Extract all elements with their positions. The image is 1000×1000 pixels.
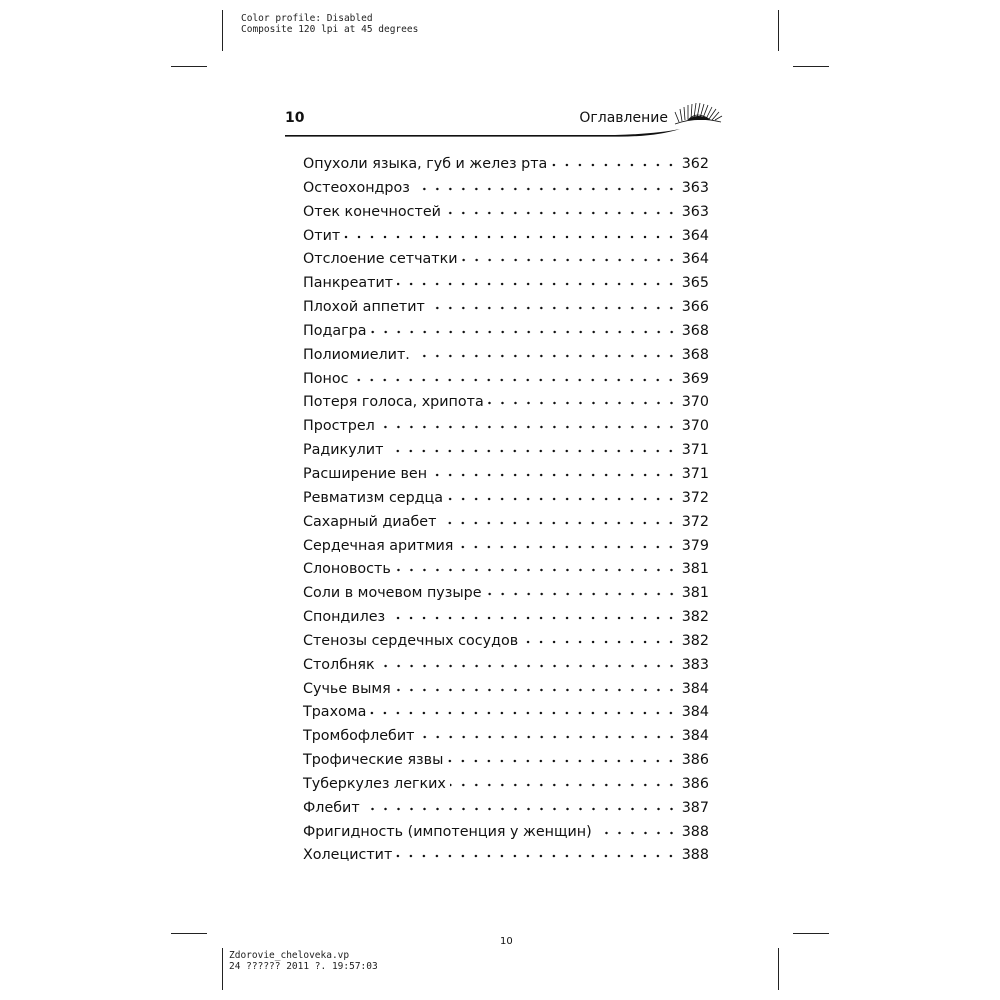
toc-entry-title: Слоновость <box>303 561 391 578</box>
dot-leader <box>387 436 677 454</box>
crop-mark <box>171 933 207 934</box>
section-title: Оглавление <box>579 110 668 126</box>
toc-entry-page: 372 <box>681 489 709 506</box>
dot-leader <box>370 698 677 716</box>
toc-entry-title: Прострел <box>303 418 375 435</box>
dot-leader <box>414 341 678 359</box>
dot-leader <box>389 603 678 621</box>
dot-leader <box>440 508 677 526</box>
toc-entry <box>303 245 709 269</box>
toc-entry <box>303 698 709 722</box>
dot-leader <box>379 651 678 669</box>
toc-entry-title: Сахарный диабет <box>303 513 437 530</box>
toc-entry-page: 364 <box>681 227 709 244</box>
dot-leader <box>414 174 678 192</box>
toc-entry-page: 372 <box>681 513 709 530</box>
dot-leader <box>429 293 678 311</box>
toc-entry-title: Туберкулез легких <box>303 775 446 792</box>
toc-entry <box>303 532 709 556</box>
toc-entry-title: Флебит <box>303 799 360 816</box>
toc-entry-page: 366 <box>681 299 709 316</box>
dot-leader <box>551 150 677 168</box>
dot-leader <box>419 722 678 740</box>
toc-entry <box>303 651 709 675</box>
dot-leader <box>371 317 678 335</box>
dot-leader <box>450 770 678 788</box>
dot-leader <box>522 627 678 645</box>
toc-entry-page: 369 <box>681 370 709 387</box>
toc-entry-page: 362 <box>681 156 709 172</box>
toc-entry <box>303 317 709 341</box>
dot-leader <box>344 222 678 240</box>
dot-leader <box>397 269 678 287</box>
toc-entry-page: 384 <box>681 704 709 721</box>
toc-entry-page: 379 <box>681 537 709 554</box>
toc-entry-page: 368 <box>681 322 709 339</box>
toc-entry-title: Спондилез <box>303 609 386 626</box>
toc-entry-title: Отслоение сетчатки <box>303 251 458 268</box>
toc-entry-page: 388 <box>681 823 709 840</box>
toc-entry-title: Отек конечностей <box>303 203 441 220</box>
toc-entry-title: Ревматизм сердца <box>303 489 444 506</box>
toc-entry-page: 371 <box>681 465 709 482</box>
dot-leader <box>457 532 677 550</box>
dot-leader <box>431 460 678 478</box>
dot-leader <box>396 841 677 859</box>
toc-entry-title: Столбняк <box>303 656 375 673</box>
toc-entry-title: Трахома <box>303 704 367 721</box>
footer-page-number: 10 <box>500 936 513 947</box>
toc-entry <box>303 198 709 222</box>
crop-mark <box>778 10 779 51</box>
dot-leader <box>352 365 677 383</box>
slug-line: Color profile: Disabled <box>241 13 373 24</box>
toc-entry <box>303 174 709 198</box>
toc-entry-title: Холецистит <box>303 847 393 864</box>
toc-entry-title: Полиомиелит. <box>303 346 410 363</box>
toc-entry <box>303 365 709 389</box>
toc-entry-page: 364 <box>681 251 709 268</box>
toc-entry <box>303 818 709 842</box>
toc-entry <box>303 436 709 460</box>
toc-entry-page: 386 <box>681 752 709 769</box>
crop-mark <box>222 10 223 51</box>
print-slug-top <box>241 13 418 35</box>
crop-mark <box>778 948 779 990</box>
toc-entry-title: Потеря голоса, хрипота <box>303 394 484 411</box>
toc-entry-title: Опухоли языка, губ и желез рта <box>303 156 548 172</box>
toc-entry-page: 384 <box>681 728 709 745</box>
toc-entry-title: Трофические язвы <box>303 752 444 769</box>
crop-mark <box>793 66 829 67</box>
toc-entry <box>303 770 709 794</box>
toc-entry-page: 388 <box>681 847 709 864</box>
print-slug-bottom <box>229 950 378 972</box>
dot-leader <box>462 245 678 263</box>
slug-line: Composite 120 lpi at 45 degrees <box>241 24 419 35</box>
table-of-contents <box>303 150 709 865</box>
toc-entry <box>303 150 709 174</box>
crop-mark <box>793 933 829 934</box>
dot-leader <box>445 198 678 216</box>
toc-entry-title: Подагра <box>303 322 367 339</box>
toc-entry-title: Панкреатит <box>303 275 394 292</box>
header-rule <box>285 128 685 140</box>
toc-entry-page: 368 <box>681 346 709 363</box>
crop-mark <box>171 66 207 67</box>
toc-entry-title: Стенозы сердечных сосудов <box>303 632 519 649</box>
dot-leader <box>364 794 678 812</box>
header-page-number: 10 <box>285 110 305 126</box>
toc-entry <box>303 484 709 508</box>
dot-leader <box>488 388 678 406</box>
dot-leader <box>379 412 678 430</box>
toc-entry <box>303 675 709 699</box>
dot-leader <box>395 675 678 693</box>
toc-entry-page: 381 <box>681 585 709 602</box>
dot-leader <box>486 579 678 597</box>
toc-entry-title: Плохой аппетит <box>303 299 425 316</box>
dot-leader <box>395 555 678 573</box>
toc-entry-page: 382 <box>681 632 709 649</box>
toc-entry-page: 371 <box>681 442 709 459</box>
dot-leader <box>596 818 678 836</box>
toc-entry-title: Расширение вен <box>303 465 428 482</box>
toc-entry-title: Понос <box>303 370 349 387</box>
toc-entry-title: Отит <box>303 227 341 244</box>
toc-entry <box>303 603 709 627</box>
toc-entry-page: 383 <box>681 656 709 673</box>
toc-entry <box>303 293 709 317</box>
toc-entry-page: 363 <box>681 179 709 196</box>
toc-entry-page: 370 <box>681 394 709 411</box>
toc-entry <box>303 222 709 246</box>
slug-line: Zdorovie_cheloveka.vp <box>229 950 350 961</box>
toc-entry <box>303 388 709 412</box>
toc-entry-page: 387 <box>681 799 709 816</box>
toc-entry <box>303 794 709 818</box>
toc-entry-page: 365 <box>681 275 709 292</box>
toc-entry <box>303 412 709 436</box>
toc-entry <box>303 555 709 579</box>
toc-entry-page: 386 <box>681 775 709 792</box>
toc-entry-title: Соли в мочевом пузыре <box>303 585 482 602</box>
toc-entry-title: Фригидность (импотенция у женщин) <box>303 823 592 840</box>
running-head <box>285 108 730 138</box>
dot-leader <box>447 746 677 764</box>
toc-entry-title: Сучье вымя <box>303 680 391 697</box>
toc-entry <box>303 269 709 293</box>
toc-entry <box>303 722 709 746</box>
toc-entry <box>303 508 709 532</box>
toc-entry-page: 382 <box>681 609 709 626</box>
slug-line: 24 ?????? 2011 ?. 19:57:03 <box>229 961 378 972</box>
toc-entry <box>303 341 709 365</box>
toc-entry-title: Остеохондроз <box>303 179 410 196</box>
toc-entry <box>303 460 709 484</box>
toc-entry-page: 381 <box>681 561 709 578</box>
toc-entry-page: 363 <box>681 203 709 220</box>
toc-entry-title: Сердечная аритмия <box>303 537 454 554</box>
sunburst-ornament-icon <box>669 98 725 132</box>
toc-entry <box>303 579 709 603</box>
dot-leader <box>447 484 678 502</box>
toc-entry-title: Тромбофлебит <box>303 728 415 745</box>
crop-mark <box>222 948 223 990</box>
toc-entry <box>303 841 709 865</box>
toc-entry-title: Радикулит <box>303 442 384 459</box>
toc-entry-page: 370 <box>681 418 709 435</box>
toc-entry <box>303 627 709 651</box>
toc-entry <box>303 746 709 770</box>
toc-entry-page: 384 <box>681 680 709 697</box>
